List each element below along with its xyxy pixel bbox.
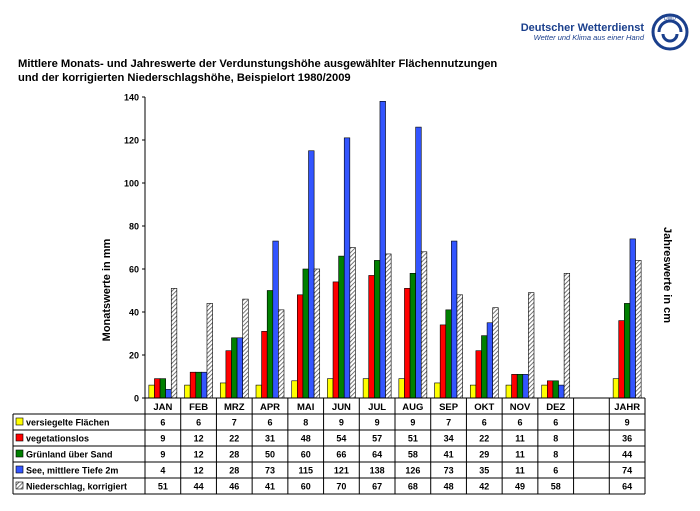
bar	[446, 310, 452, 398]
bar	[171, 288, 177, 398]
data-label: 11	[515, 433, 525, 444]
bar	[166, 389, 172, 398]
bar	[440, 325, 446, 398]
data-label: 74	[622, 465, 633, 476]
data-label: 9	[374, 417, 380, 428]
x-tick-label: SEP	[439, 402, 459, 413]
data-label: 115	[298, 465, 313, 476]
x-tick-label: JUL	[368, 402, 387, 413]
data-label: 22	[229, 433, 240, 444]
data-label: 31	[264, 433, 276, 444]
data-label: 9	[338, 417, 344, 428]
data-label: 8	[553, 449, 559, 460]
x-tick-label: FEB	[189, 402, 209, 413]
data-label: 41	[264, 481, 276, 492]
bar	[369, 275, 375, 398]
bar	[624, 303, 630, 398]
bar	[542, 385, 548, 398]
data-label: 73	[443, 465, 454, 476]
bar	[399, 379, 405, 398]
data-label: 138	[369, 465, 385, 476]
data-label: 7	[446, 417, 452, 428]
bar	[303, 269, 309, 398]
bar	[435, 383, 441, 398]
bar	[160, 379, 166, 398]
x-tick-label: APR	[259, 402, 281, 413]
data-label: 6	[481, 417, 487, 428]
bar	[273, 241, 279, 398]
bar	[363, 379, 369, 398]
bar	[220, 383, 226, 398]
bar	[380, 101, 386, 398]
data-label: 60	[300, 481, 311, 492]
data-label: 36	[622, 433, 633, 444]
y-tick-label: 140	[123, 92, 139, 103]
legend-swatch	[16, 434, 23, 441]
y-tick-label: 0	[133, 393, 139, 404]
x-tick-label: JAHR	[614, 402, 641, 413]
legend-swatch	[16, 418, 23, 425]
data-label: 126	[405, 465, 421, 476]
bar	[630, 239, 636, 398]
bar	[314, 269, 320, 398]
data-label: 11	[515, 465, 525, 476]
x-tick-label: NOV	[509, 402, 531, 413]
bar	[410, 273, 416, 398]
bar	[528, 293, 534, 398]
bar	[619, 321, 625, 398]
chart-title-line1: Mittlere Monats- und Jahreswerte der Verdunstungshöhe ausgewählter Flächennutzungen	[18, 58, 498, 70]
data-label: 9	[624, 417, 630, 428]
legend-label: versiegelte Flächen	[26, 417, 110, 428]
bar	[256, 385, 262, 398]
data-label: 8	[303, 417, 309, 428]
data-label: 29	[479, 449, 490, 460]
data-label: 6	[267, 417, 273, 428]
data-label: 51	[407, 433, 418, 444]
bar	[457, 295, 463, 398]
data-label: 44	[622, 449, 633, 460]
data-label: 11	[515, 449, 525, 460]
data-label: 6	[553, 417, 559, 428]
data-label: 58	[550, 481, 561, 492]
bar	[506, 385, 512, 398]
bar	[231, 338, 237, 398]
bar	[553, 381, 559, 398]
data-label: 6	[517, 417, 523, 428]
bar	[327, 379, 333, 398]
y-tick-label: 20	[128, 350, 139, 361]
y-tick-label: 40	[128, 307, 139, 318]
data-label: 9	[410, 417, 416, 428]
bar	[559, 385, 565, 398]
bar	[149, 385, 155, 398]
bar	[547, 381, 553, 398]
data-label: 6	[553, 465, 559, 476]
data-label: 57	[372, 433, 383, 444]
bar	[523, 374, 529, 398]
data-label: 67	[372, 481, 383, 492]
data-label: 9	[160, 449, 166, 460]
y-tick-label: 60	[128, 264, 139, 275]
bar	[154, 379, 160, 398]
y-tick-label: 80	[128, 221, 139, 232]
legend-label: Niederschlag, korrigiert	[26, 481, 128, 492]
data-label: 9	[160, 433, 166, 444]
bar	[564, 273, 570, 398]
data-label: 4	[160, 465, 166, 476]
bar	[416, 127, 422, 398]
data-label: 35	[479, 465, 490, 476]
bar	[517, 374, 523, 398]
y-axis-label-left: Monatswerte in mm	[101, 238, 113, 342]
data-label: 50	[264, 449, 276, 460]
data-label: 34	[443, 433, 454, 444]
data-label: 60	[300, 449, 311, 460]
x-tick-label: AUG	[402, 402, 424, 413]
data-label: 12	[193, 433, 204, 444]
data-label: 70	[336, 481, 347, 492]
data-label: 64	[622, 481, 633, 492]
bar	[278, 310, 284, 398]
data-label: 6	[196, 417, 202, 428]
x-tick-label: JAN	[153, 402, 173, 413]
bar	[297, 295, 303, 398]
bar	[374, 260, 380, 398]
bar	[350, 248, 356, 399]
bar	[226, 351, 232, 398]
data-label: 12	[193, 465, 204, 476]
y-tick-label: 120	[123, 135, 139, 146]
legend-label: Grünland über Sand	[26, 449, 113, 460]
data-label: 49	[514, 481, 526, 492]
bar	[333, 282, 339, 398]
data-label: 68	[407, 481, 418, 492]
bar	[512, 374, 518, 398]
data-label: 66	[336, 449, 347, 460]
data-label: 48	[300, 433, 311, 444]
bar	[421, 252, 427, 398]
bar	[243, 299, 249, 398]
data-label: 41	[443, 449, 454, 460]
data-label: 8	[553, 433, 559, 444]
org-slogan: Wetter und Klima aus einer Hand	[533, 32, 644, 42]
legend-label: vegetationslos	[26, 433, 90, 444]
x-tick-label: MRZ	[223, 402, 245, 413]
legend-swatch	[16, 466, 23, 473]
x-tick-label: MAI	[297, 402, 315, 413]
data-label: 73	[264, 465, 276, 476]
bar	[636, 260, 642, 398]
chart-title-line2: und der korrigierten Niederschlagshöhe, Beispielort 1980/2009	[18, 72, 351, 84]
bar	[190, 372, 196, 398]
bar	[476, 351, 482, 398]
data-label: 48	[443, 481, 454, 492]
legend-label: See, mittlere Tiefe 2m	[26, 465, 119, 476]
org-name: Deutscher Wetterdienst	[520, 21, 644, 34]
y-axis-label-right: Jahreswerte in cm	[661, 227, 673, 323]
bar	[386, 254, 392, 398]
bar	[309, 151, 315, 398]
bar	[613, 379, 619, 398]
data-label: 12	[193, 449, 204, 460]
x-tick-label: JUN	[331, 402, 351, 413]
y-tick-label: 100	[123, 178, 139, 189]
bar	[451, 241, 457, 398]
data-label: 58	[407, 449, 418, 460]
data-label: 64	[372, 449, 383, 460]
bar	[487, 323, 493, 398]
data-label: 28	[229, 465, 240, 476]
data-label: 54	[336, 433, 347, 444]
bar	[267, 291, 273, 399]
bar	[493, 308, 499, 398]
legend-swatch	[16, 482, 23, 489]
x-tick-label: DEZ	[546, 402, 566, 413]
bar	[262, 331, 268, 398]
svg-text:DWD: DWD	[664, 16, 676, 22]
legend-swatch	[16, 450, 23, 457]
bar	[339, 256, 345, 398]
bar	[207, 303, 213, 398]
data-label: 46	[229, 481, 240, 492]
bar	[196, 372, 202, 398]
data-label: 51	[157, 481, 168, 492]
bar	[404, 288, 410, 398]
x-tick-label: OKT	[474, 402, 495, 413]
bar	[201, 372, 207, 398]
data-label: 6	[160, 417, 166, 428]
data-label: 7	[231, 417, 237, 428]
bar	[292, 381, 298, 398]
data-label: 44	[193, 481, 204, 492]
bar	[470, 385, 476, 398]
bar	[344, 138, 350, 398]
data-label: 28	[229, 449, 240, 460]
bar	[185, 385, 191, 398]
bar	[237, 338, 243, 398]
data-label: 42	[479, 481, 490, 492]
data-label: 22	[479, 433, 490, 444]
bar	[481, 336, 487, 398]
data-label: 121	[333, 465, 349, 476]
